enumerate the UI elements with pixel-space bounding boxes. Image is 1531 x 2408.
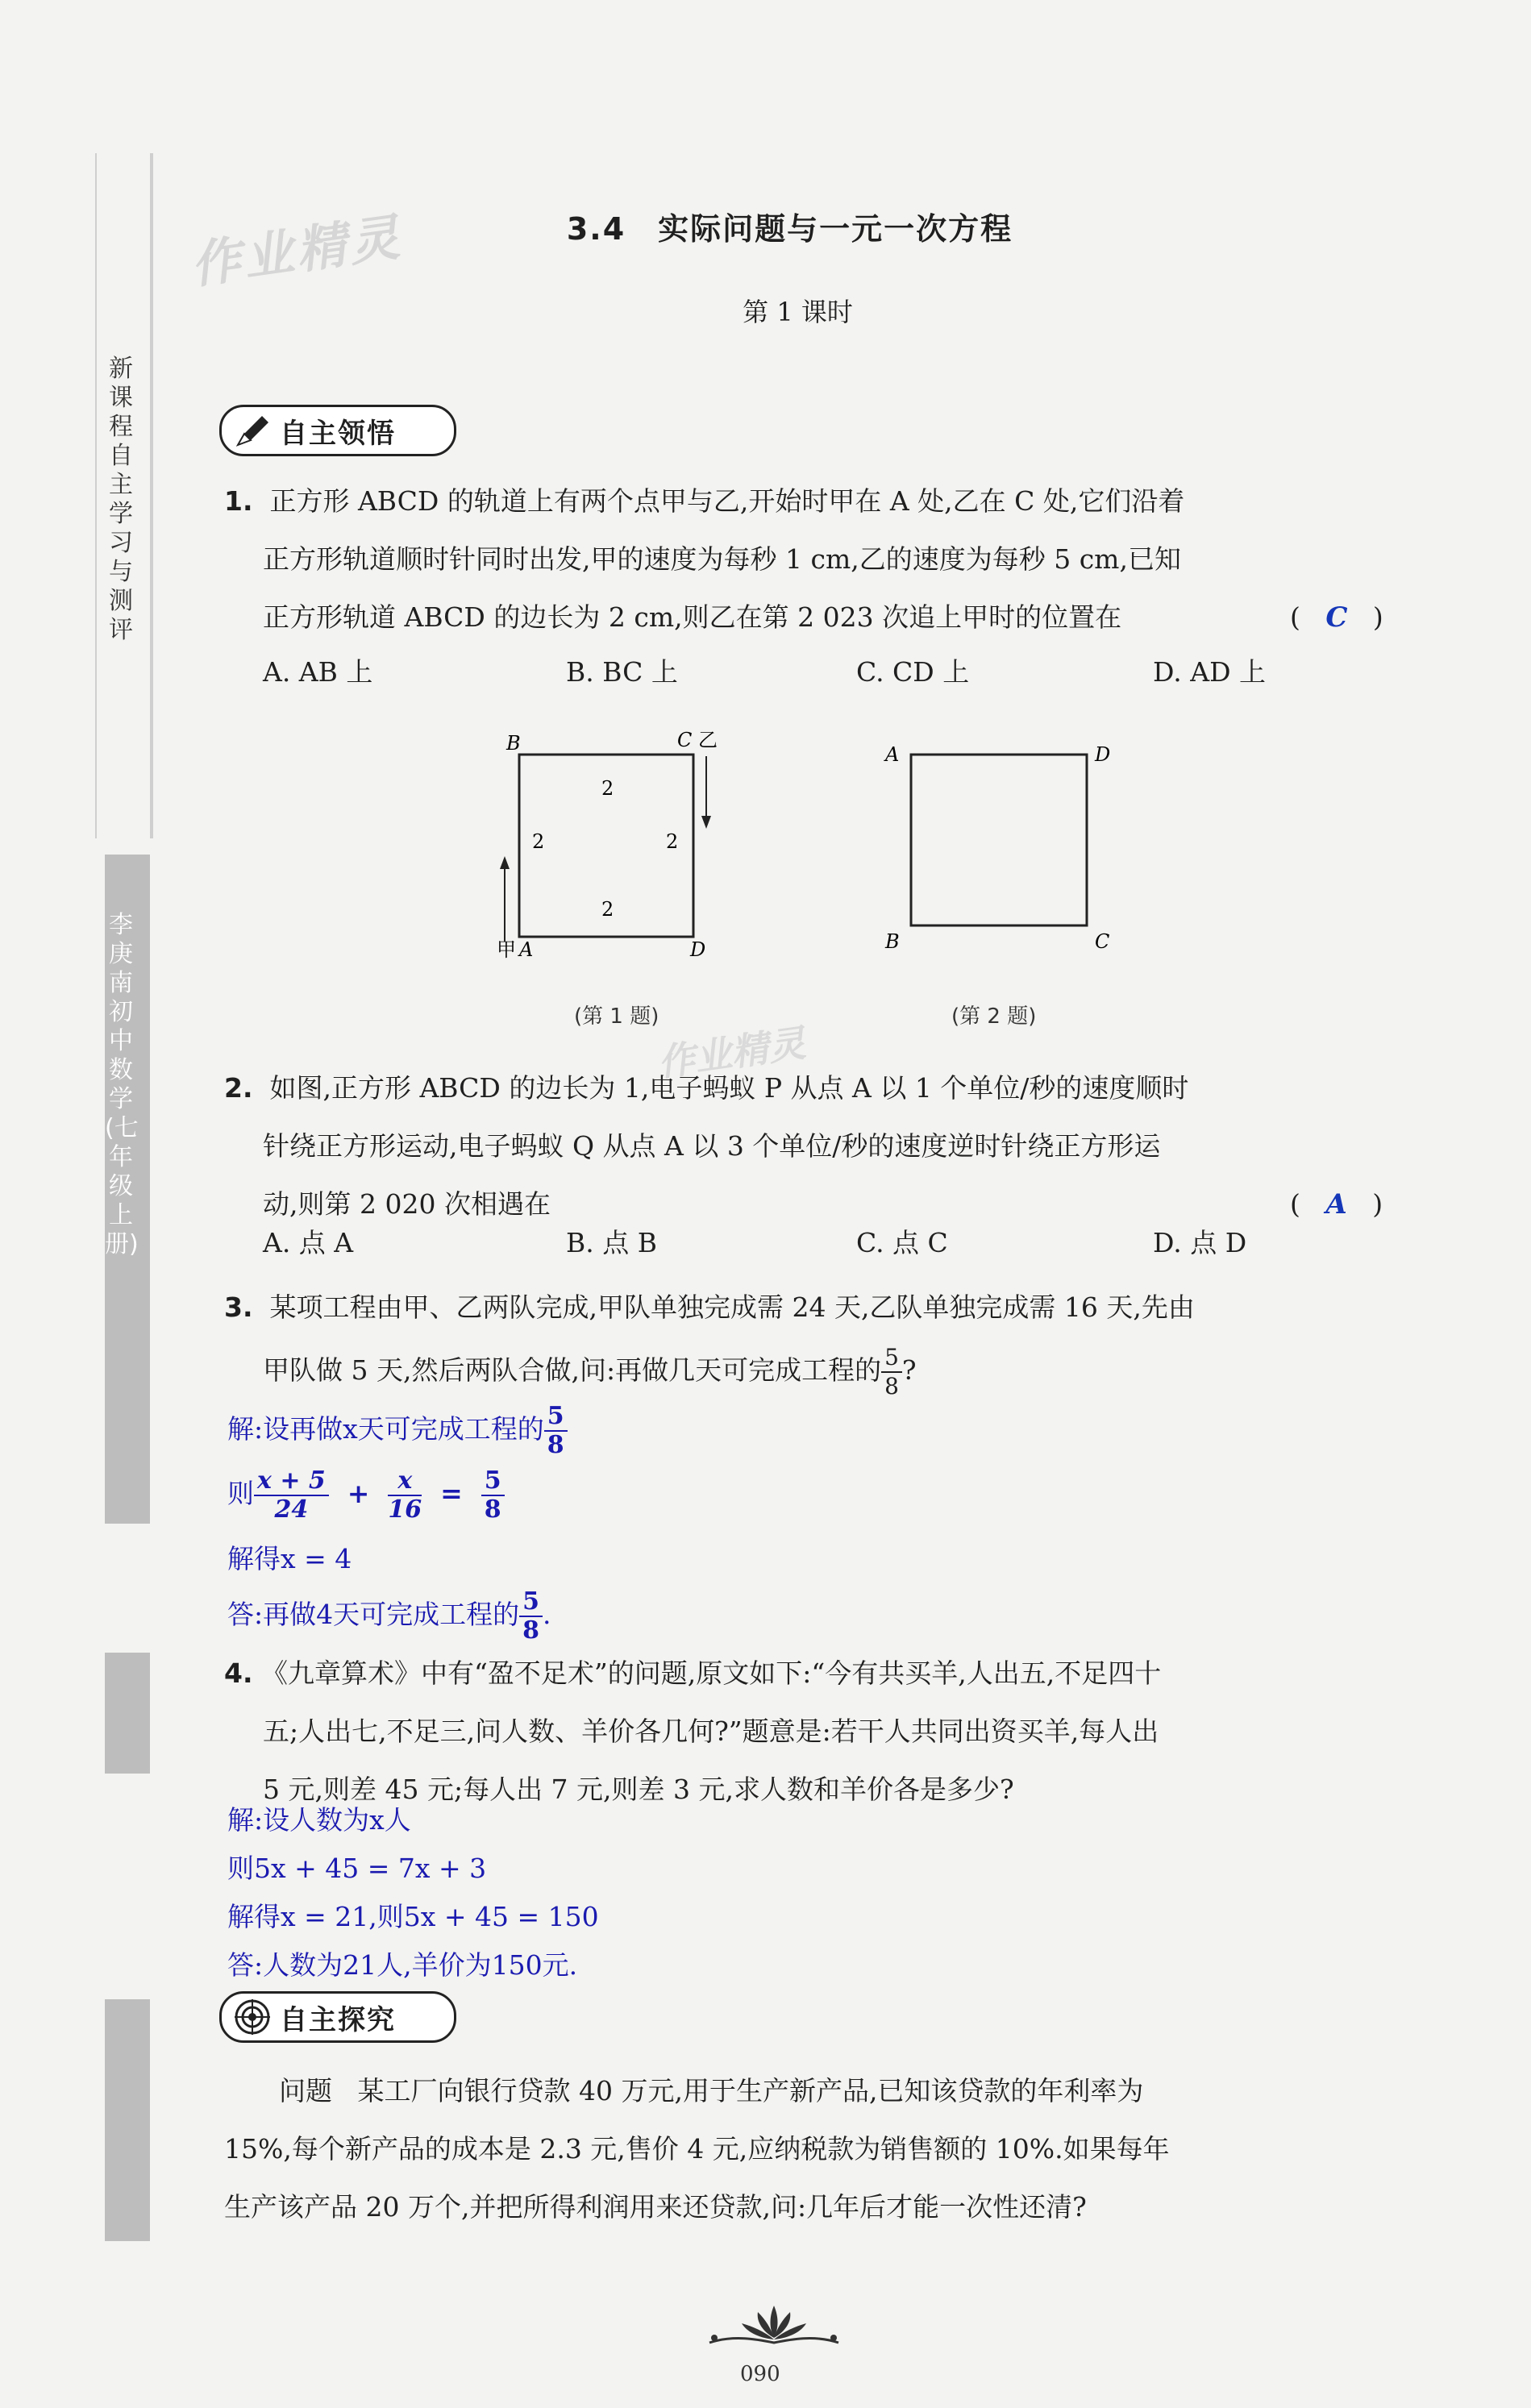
- question-text: 甲队做 5 天,然后两队合做,问:再做几天可完成工程的: [263, 1354, 882, 1386]
- target-icon: [233, 1998, 272, 2036]
- solution-3-line-4: [227, 1588, 551, 1645]
- side-series-title: 新课程自主学习与测评: [109, 355, 133, 644]
- solution-text: 则: [227, 1478, 254, 1509]
- option-c: C. 点 C: [856, 1227, 948, 1258]
- figure-2-caption: (第 2 题): [951, 1004, 1037, 1029]
- watermark: 作业精灵: [186, 206, 406, 295]
- pen-icon: [233, 411, 272, 450]
- solution-4-line-4: 答:人数为21人,羊价为150元.: [227, 1949, 578, 1981]
- question-3: [224, 1279, 1385, 1400]
- vertex-label: A: [885, 743, 900, 766]
- section-label: 自主探究: [280, 2003, 396, 2036]
- vertex-label: A: [519, 938, 534, 961]
- problem-text: 15%,每个新产品的成本是 2.3 元,售价 4 元,应纳税款为销售额的 10%.如果每年: [224, 2133, 1170, 2165]
- vertex-label: C: [1095, 930, 1110, 953]
- vertex-label: D: [1095, 743, 1111, 766]
- question-4: [224, 1645, 1385, 1819]
- arrow-head: [500, 856, 510, 869]
- fraction: [481, 1467, 505, 1524]
- problem-text: 生产该产品 20 万个,并把所得利润用来还贷款,问:几年后才能一次性还清?: [224, 2191, 1087, 2223]
- fraction-denominator: 8: [522, 1616, 539, 1645]
- fraction-numerator: 5: [481, 1467, 505, 1496]
- figure-1: [484, 717, 774, 992]
- point-label: 乙: [698, 729, 718, 751]
- watermark: 作业精灵: [655, 1021, 809, 1085]
- fraction: [519, 1588, 543, 1645]
- solution-3-line-3: 解得x = 4: [227, 1543, 352, 1574]
- square: [911, 755, 1087, 925]
- solution-4-line-1: 解:设人数为x人: [227, 1804, 411, 1836]
- fraction-denominator: 8: [484, 1495, 501, 1524]
- fraction-numerator: 5: [519, 1588, 543, 1617]
- side-length: 2: [601, 777, 614, 800]
- solution-text: 答:再做4天可完成工程的: [227, 1599, 520, 1630]
- fraction-numerator: x: [388, 1467, 422, 1496]
- operator: =: [440, 1478, 463, 1509]
- fraction-denominator: 24: [274, 1495, 309, 1524]
- solution-text: 解:设再做x天可完成工程的: [227, 1413, 544, 1445]
- question-text: 五;人出七,不足三,问人数、羊价各几何?”题意是:若干人共同出资买羊,每人出: [263, 1716, 1159, 1747]
- option-d: D. AD 上: [1153, 656, 1267, 688]
- problem-text: 某工厂向银行贷款 40 万元,用于生产新产品,已知该贷款的年利率为: [357, 2075, 1144, 2106]
- lesson-subtitle: 第 1 课时: [743, 297, 853, 327]
- side-gray-band-3: [105, 1999, 150, 2241]
- question-number: 2.: [224, 1072, 253, 1104]
- side-book-title: 李庚南初中数学(七年级上册): [105, 911, 139, 1258]
- vertex-label: C: [677, 729, 693, 751]
- question-text: 正方形 ABCD 的轨道上有两个点甲与乙,开始时甲在 A 处,乙在 C 处,它们沿着: [269, 485, 1185, 517]
- operator: +: [347, 1478, 370, 1509]
- figure-2: [879, 726, 1121, 967]
- arrow-head: [701, 816, 711, 829]
- vertex-label: D: [690, 938, 706, 961]
- option-b: B. BC 上: [566, 656, 678, 688]
- figure-1-caption: (第 1 题): [574, 1004, 659, 1029]
- section-label: 自主领悟: [280, 417, 396, 450]
- question-1: 1. 正方形 ABCD 的轨道上有两个点甲与乙,开始时甲在 A 处,乙在 C 处,它们沿着 正方形轨道顺时针同时出发,甲的速度为每秒 1 cm,乙的速度为每秒 5 cm,已知 正方形轨道 ABCD 的边长为 2 cm,则乙在第 2 023 次追上甲时的位置在 ( C ): [224, 472, 1385, 647]
- fraction-denominator: 8: [884, 1373, 899, 1399]
- page-number: 090: [740, 2362, 780, 2386]
- solution-text: .: [543, 1599, 551, 1630]
- question-number: 3.: [224, 1291, 253, 1323]
- vertex-label: B: [506, 732, 521, 755]
- side-length: 2: [666, 830, 679, 853]
- option-c: C. CD 上: [856, 656, 970, 688]
- problem-label: 问题: [279, 2075, 332, 2106]
- question-text: 正方形轨道 ABCD 的边长为 2 cm,则乙在第 2 023 次追上甲时的位置在: [263, 601, 1122, 633]
- solution-4-line-2: 则5x + 45 = 7x + 3: [227, 1853, 487, 1884]
- section-header-2: [219, 1991, 456, 2043]
- question-text: 5 元,则差 45 元;每人出 7 元,则差 3 元,求人数和羊价各是多少?: [263, 1774, 1014, 1805]
- question-number: 4.: [224, 1657, 253, 1689]
- side-length: 2: [532, 830, 545, 853]
- option-d: D. 点 D: [1153, 1227, 1247, 1258]
- fraction-numerator: 5: [544, 1403, 568, 1432]
- section-header-1: [219, 405, 456, 456]
- option-a: A. AB 上: [263, 656, 373, 688]
- answer-mark: A: [1325, 1188, 1347, 1221]
- page-title: 3.4 实际问题与一元一次方程: [566, 211, 1013, 247]
- fraction: [881, 1344, 902, 1400]
- solution-3-equation: [227, 1467, 505, 1524]
- fraction-numerator: 5: [881, 1344, 902, 1373]
- fraction-denominator: 16: [388, 1495, 422, 1524]
- vertex-label: B: [885, 930, 900, 953]
- question-text: 某项工程由甲、乙两队完成,甲队单独完成需 24 天,乙队单独完成需 16 天,先由: [269, 1291, 1195, 1323]
- point-label: 甲: [497, 938, 516, 961]
- fraction: [388, 1467, 422, 1524]
- fraction: [544, 1403, 568, 1459]
- question-text: 针绕正方形运动,电子蚂蚁 Q 从点 A 以 3 个单位/秒的速度逆时针绕正方形运: [263, 1130, 1161, 1162]
- question-text: 如图,正方形 ABCD 的边长为 1,电子蚂蚁 P 从点 A 以 1 个单位/秒的速度顺时: [269, 1072, 1189, 1104]
- option-b: B. 点 B: [566, 1227, 657, 1258]
- side-length: 2: [601, 898, 614, 921]
- question-number: 1.: [224, 485, 253, 517]
- fraction-denominator: 8: [547, 1431, 564, 1459]
- question-text: ?: [901, 1354, 917, 1386]
- side-gray-band-2: [105, 1653, 150, 1774]
- solution-3-line-1: [227, 1403, 568, 1459]
- option-a: A. 点 A: [263, 1227, 354, 1258]
- fraction: [254, 1467, 329, 1524]
- solution-4-line-3: 解得x = 21,则5x + 45 = 150: [227, 1901, 599, 1932]
- question-text: 正方形轨道顺时针同时出发,甲的速度为每秒 1 cm,乙的速度为每秒 5 cm,已知: [263, 543, 1181, 575]
- answer-mark: C: [1325, 601, 1348, 634]
- question-text: 《九章算术》中有“盈不足术”的问题,原文如下:“今有共买羊,人出五,不足四十: [261, 1657, 1162, 1689]
- flower-ornament-icon: [701, 2299, 847, 2360]
- fraction-numerator: x + 5: [254, 1467, 329, 1496]
- question-text: 动,则第 2 020 次相遇在: [263, 1188, 551, 1220]
- inquiry-problem: [224, 2062, 1385, 2236]
- question-2: 2. 如图,正方形 ABCD 的边长为 1,电子蚂蚁 P 从点 A 以 1 个单位/秒的速度顺时 针绕正方形运动,电子蚂蚁 Q 从点 A 以 3 个单位/秒的速度逆时针绕正方形运 动,则第 2 020 次相遇在 ( A ): [224, 1059, 1385, 1233]
